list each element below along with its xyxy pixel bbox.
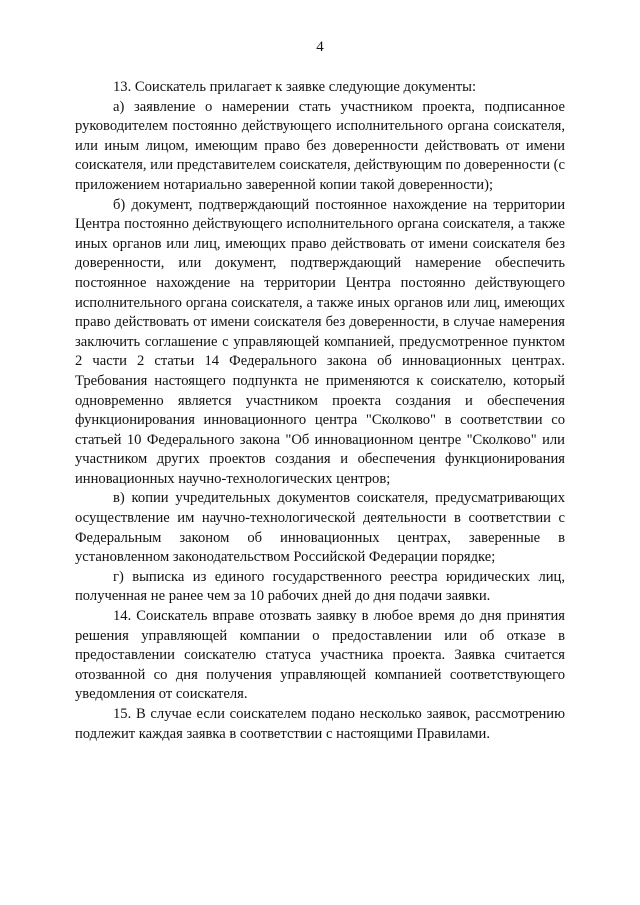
paragraph-13-item-a: а) заявление о намерении стать участником проекта, подписанное руководителем постоянно действующего исполнительного органа соискателя, или иным лицом, имеющим право без доверенности действовать от имени соискателя, или представителем соискателя, действующим по доверенности (с приложением нотариально заверенной копии такой доверенности);	[75, 98, 565, 193]
paragraph-13-item-g: г) выписка из единого государственного реестра юридических лиц, полученная не ранее чем за 10 рабочих дней до дня подачи заявки.	[75, 568, 565, 605]
paragraph-13-item-b: б) документ, подтверждающий постоянное нахождение на территории Центра постоянно действующего исполнительного органа соискателя, а также иных органов или лиц, имеющих право действовать от имени соискателя без доверенности, или документ, подтверждающий намерение обеспечить постоянное нахождение на территории Центра постоянно действующего исполнительного органа соискателя, а также иных органов или лиц, имеющих право действовать от имени соискателя без доверенности, в случае намерения заключить соглашение с управляющей компанией, предусмотренное пунктом 2 части 2 статьи 14 Федерального закона об инновационных центрах. Требования настоящего подпункта не применяются к соискателю, который одновременно является участником проекта создания и обеспечения функционирования инновационного центра "Сколково" в соответствии со статьей 10 Федерального закона "Об инновационном центре "Сколково" или участником других проектов создания и обеспечения функционирования инновационных научно-технологических центров;	[75, 196, 565, 487]
document-body	[75, 78, 565, 744]
paragraph-15: 15. В случае если соискателем подано несколько заявок, рассмотрению подлежит каждая заявка в соответствии с настоящими Правилами.	[75, 706, 565, 742]
paragraph-13-heading: 13. Соискатель прилагает к заявке следующие документы:	[113, 79, 477, 95]
paragraph-13-item-v: в) копии учредительных документов соискателя, предусматривающих осуществление им научно-технологической деятельности в соответствии с Федеральным законом об инновационных центрах, заверенные в установленном законодательством Российской Федерации порядке;	[75, 490, 565, 566]
paragraph-14: 14. Соискатель вправе отозвать заявку в любое время до дня принятия решения управляющей компании о предоставлении или об отказе в предоставлении соискателю статуса участника проекта. Заявка считается отозванной со дня получения управляющей компанией соответствующего уведомления от соискателя.	[75, 608, 565, 703]
page-number: 4	[316, 39, 324, 55]
